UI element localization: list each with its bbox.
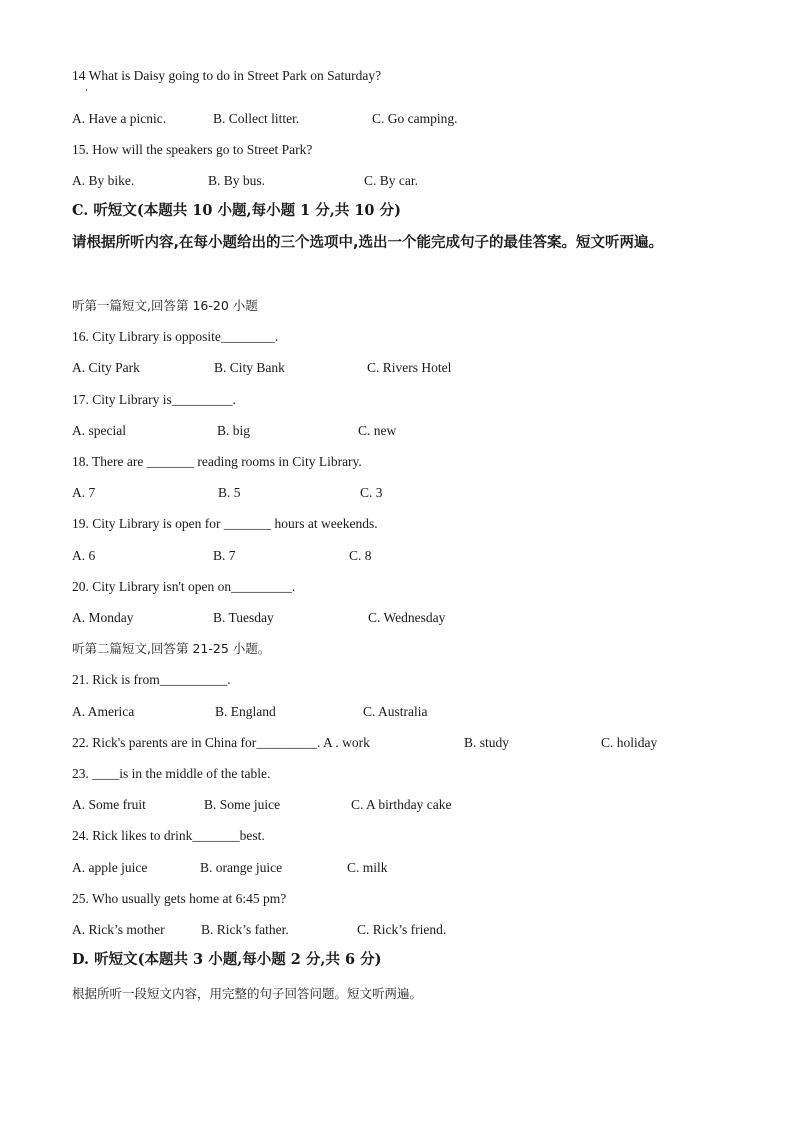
question-16: 16. City Library is opposite________. — [72, 329, 279, 344]
section-c-title: C. 听短文(本题共 10 小题,每小题 1 分,共 10 分) — [72, 202, 401, 219]
option-b: B. Collect litter. — [213, 111, 300, 126]
passage-2-heading: 听第二篇短文,回答第 21-25 小题。 — [72, 641, 271, 656]
option-c: C. Australia — [363, 704, 428, 719]
option-a: A. Rick’s mother — [72, 922, 165, 937]
question-19-options — [72, 547, 732, 565]
option-c: C. By car. — [364, 173, 418, 188]
option-a: A. 6 — [72, 548, 96, 563]
option-b: B. orange juice — [200, 860, 283, 875]
section-d-title: D. 听短文(本题共 3 小题,每小题 2 分,共 6 分) — [72, 951, 382, 968]
stray-mark — [86, 89, 87, 91]
option-c: C. Go camping. — [372, 111, 458, 126]
question-20: 20. City Library isn't open on_________. — [72, 579, 296, 594]
option-b: B. study — [464, 735, 510, 750]
option-a: A. America — [72, 704, 135, 719]
option-c: C. milk — [347, 860, 388, 875]
question-23: 23. ____is in the middle of the table. — [72, 766, 271, 781]
option-c: C. Rick’s friend. — [357, 922, 447, 937]
question-15: 15. How will the speakers go to Street Park? — [72, 142, 313, 157]
section-d-instruction: 根据所听一段短文内容，用完整的句子回答问题。短文听两遍。 — [72, 986, 423, 1001]
option-c: C. Rivers Hotel — [367, 360, 452, 375]
question-17-options — [72, 422, 732, 440]
section-c-instruction: 请根据所听内容,在每小题给出的三个选项中,选出一个能完成句子的最佳答案。短文听两遍。 — [72, 235, 664, 251]
option-b: B. Some juice — [204, 797, 281, 812]
question-21-options — [72, 703, 732, 721]
question-21: 21. Rick is from__________. — [72, 672, 231, 687]
option-c: C. holiday — [601, 735, 658, 750]
option-a: A. apple juice — [72, 860, 148, 875]
option-c: C. A birthday cake — [351, 797, 452, 812]
question-15-options — [72, 172, 732, 190]
question-23-options — [72, 796, 732, 814]
option-a: A. Monday — [72, 610, 134, 625]
option-b: B. England — [215, 704, 276, 719]
option-a: A. By bike. — [72, 173, 135, 188]
option-c: C. new — [358, 423, 397, 438]
option-b: B. 5 — [218, 485, 241, 500]
passage-1-heading: 听第一篇短文,回答第 16-20 小题 — [72, 298, 258, 313]
option-a: A. 7 — [72, 485, 96, 500]
question-22-text: 22. Rick's parents are in China for_________. A . work — [72, 735, 370, 750]
question-14-options — [72, 110, 732, 128]
option-b: B. big — [217, 423, 251, 438]
option-a: A. Have a picnic. — [72, 111, 167, 126]
option-a: A. City Park — [72, 360, 140, 375]
question-14: 14 What is Daisy going to do in Street Park on Saturday? — [72, 68, 382, 83]
question-19: 19. City Library is open for _______ hours at weekends. — [72, 516, 378, 531]
option-b: B. 7 — [213, 548, 236, 563]
option-c: C. 8 — [349, 548, 372, 563]
option-a: A. special — [72, 423, 126, 438]
option-b: B. By bus. — [208, 173, 266, 188]
option-b: B. Rick’s father. — [201, 922, 289, 937]
option-b: B. City Bank — [214, 360, 285, 375]
question-22 — [72, 734, 732, 752]
option-a: A. Some fruit — [72, 797, 146, 812]
question-18: 18. There are _______ reading rooms in City Library. — [72, 454, 362, 469]
question-18-options — [72, 484, 732, 502]
option-c: C. 3 — [360, 485, 383, 500]
question-25-options — [72, 921, 732, 939]
question-17: 17. City Library is_________. — [72, 392, 236, 407]
option-c: C. Wednesday — [368, 610, 446, 625]
question-25: 25. Who usually gets home at 6:45 pm? — [72, 891, 287, 906]
question-24-options — [72, 859, 732, 877]
question-16-options — [72, 359, 732, 377]
question-24: 24. Rick likes to drink_______best. — [72, 828, 265, 843]
question-20-options — [72, 609, 732, 627]
option-b: B. Tuesday — [213, 610, 274, 625]
